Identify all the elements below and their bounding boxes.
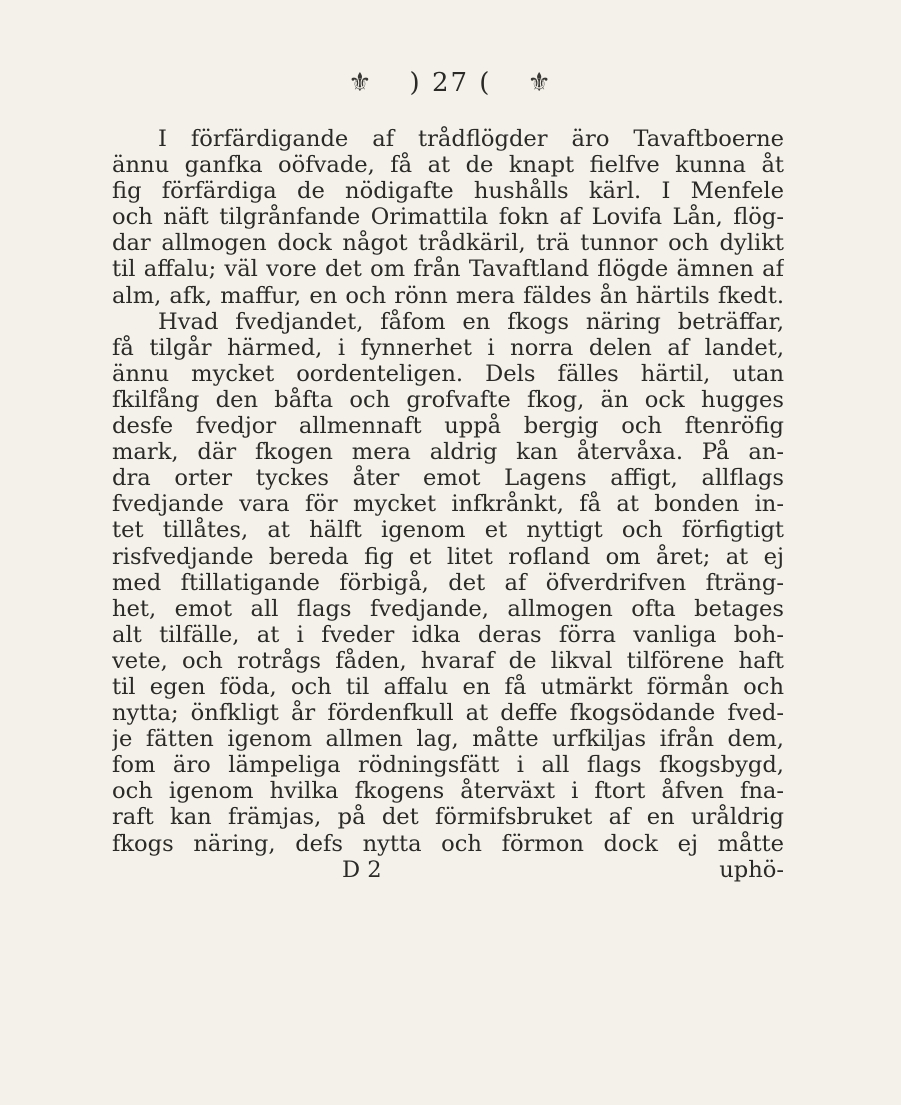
page-header: [0, 68, 901, 98]
text-line: Hvad fvedjandet, fåfom en fkogs näring beträffar,: [158, 308, 784, 335]
text-line: och igenom hvilka fkogens återväxt i ftort åfven fna-: [112, 778, 784, 805]
fleur-ornament-right-icon: ⚜: [527, 68, 553, 98]
text-line: fom äro lämpeliga rödningsfätt i all flags fkogsbygd,: [112, 752, 784, 779]
text-line: och näft tilgrånfande Orimattila fokn af Lovifa Lån, flög-: [112, 204, 784, 231]
page-footer: [112, 857, 784, 883]
text-line: med ftillatigande förbigå, det af öfverdrifven fträng-: [112, 569, 784, 596]
text-line: dar allmogen dock något trådkäril, trä tunnor och dylikt: [112, 230, 784, 257]
text-line: vete, och rotrågs fåden, hvaraf de likval tilförene haft: [112, 647, 784, 674]
page-number: ) 27 (: [409, 68, 492, 98]
text-line: til affalu; väl vore det om från Tavaftland flögde ämnen af: [112, 256, 784, 283]
fleur-ornament-left-icon: ⚜: [348, 68, 374, 98]
text-line: nytta; önfkligt år fördenfkull at deffe fkogsödande fved-: [112, 700, 784, 727]
text-line: risfvedjande bereda fig et litet rofland om året; at ej: [112, 543, 784, 570]
text-line: fkilfång den båfta och grofvafte fkog, än ock hugges: [112, 386, 784, 413]
text-line: til egen föda, och til affalu en få utmärkt förmån och: [112, 673, 784, 700]
text-line: fkogs näring, defs nytta och förmon dock ej måtte: [112, 830, 784, 857]
text-line: alt tilfälle, at i fveder idka deras förra vanliga boh-: [112, 621, 784, 648]
text-line: tet tillåtes, at hälft igenom et nyttigt och förfigtigt: [112, 517, 784, 544]
text-line: dra orter tyckes åter emot Lagens affigt, allflags: [112, 465, 784, 492]
text-line: je fätten igenom allmen lag, måtte urfkiljas ifrån dem,: [112, 726, 784, 753]
text-line: desfe fvedjor allmennaft uppå bergig och ftenröfig: [112, 413, 784, 440]
text-line: ännu ganfka oöfvade, få at de knapt fielfve kunna åt: [112, 152, 784, 179]
catchword: uphö-: [719, 856, 784, 883]
text-line: fig förfärdiga de nödigafte hushålls kärl. I Menfele: [112, 178, 784, 205]
text-line: få tilgår härmed, i fynnerhet i norra delen af landet,: [112, 334, 784, 361]
text-line: raft kan främjas, på det förmifsbruket af en uråldrig: [112, 804, 784, 831]
text-line: alm, afk, maffur, en och rönn mera fäldes ån härtils fkedt.: [112, 282, 784, 309]
text-line: mark, där fkogen mera aldrig kan återvåxa. På an-: [112, 439, 784, 466]
text-line: ännu mycket oordenteligen. Dels fälles härtil, utan: [112, 360, 784, 387]
body-text: [112, 126, 784, 883]
text-line: het, emot all flags fvedjande, allmogen ofta betages: [112, 595, 784, 622]
text-line: fvedjande vara för mycket infkrånkt, få at bonden in-: [112, 491, 784, 518]
signature-mark: D 2: [342, 856, 382, 883]
text-line: I förfärdigande af trådflögder äro Tavaftboerne: [158, 126, 784, 152]
